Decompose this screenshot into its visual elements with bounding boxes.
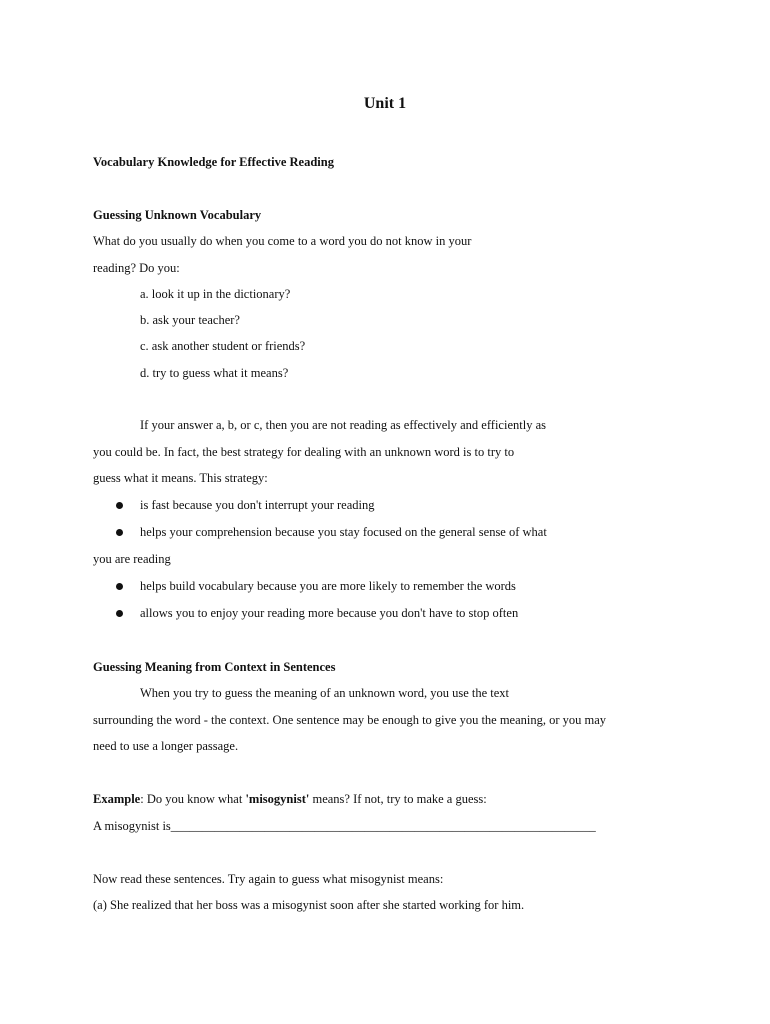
section-heading-guessing-vocabulary: Guessing Unknown Vocabulary [93,208,262,222]
followup-line-2: (a) She realized that her boss was a misogynist soon after she started working for him. [93,898,525,912]
example-text-before: : Do you know what [140,792,246,806]
bullet-item-2-continuation: you are reading [93,552,171,566]
paragraph-line-1: If your answer a, b, or c, then you are not reading as effectively and efficiently as [140,418,546,432]
bullet-item-4: allows you to enjoy your reading more because you don't have to stop often [140,606,519,620]
bullet-item-2: helps your comprehension because you stay focused on the general sense of what [140,525,547,539]
bullet-marker [116,529,123,536]
bullet-marker [116,502,123,509]
answer-blank-line: A misogynist is____________________________________________________________________ [93,819,596,833]
main-heading: Vocabulary Knowledge for Effective Reading [93,155,334,169]
bullet-marker [116,583,123,590]
example-term: 'misogynist' [245,792,310,806]
intro-line-2: reading? Do you: [93,261,180,275]
option-c: c. ask another student or friends? [140,339,306,353]
paragraph-line-3: guess what it means. This strategy: [93,471,268,485]
option-a: a. look it up in the dictionary? [140,287,291,301]
intro-line-1: What do you usually do when you come to a word you do not know in your [93,234,472,248]
option-b: b. ask your teacher? [140,313,240,327]
page-title: Unit 1 [363,95,407,112]
context-paragraph-line-3: need to use a longer passage. [93,739,239,753]
context-paragraph-line-2: surrounding the word - the context. One sentence may be enough to give you the meaning, or you may [93,713,607,727]
example-prompt [93,792,487,807]
example-text-after: means? If not, try to make a guess: [309,792,487,806]
option-d: d. try to guess what it means? [140,366,289,380]
bullet-marker [116,610,123,617]
followup-line-1: Now read these sentences. Try again to guess what misogynist means: [93,872,444,886]
section-heading-context: Guessing Meaning from Context in Sentences [93,660,336,674]
example-label: Example [93,792,141,806]
context-paragraph-line-1: When you try to guess the meaning of an unknown word, you use the text [140,686,510,700]
paragraph-line-2: you could be. In fact, the best strategy for dealing with an unknown word is to try to [93,445,515,459]
bullet-item-1: is fast because you don't interrupt your reading [140,498,375,512]
bullet-item-3: helps build vocabulary because you are more likely to remember the words [140,579,516,593]
